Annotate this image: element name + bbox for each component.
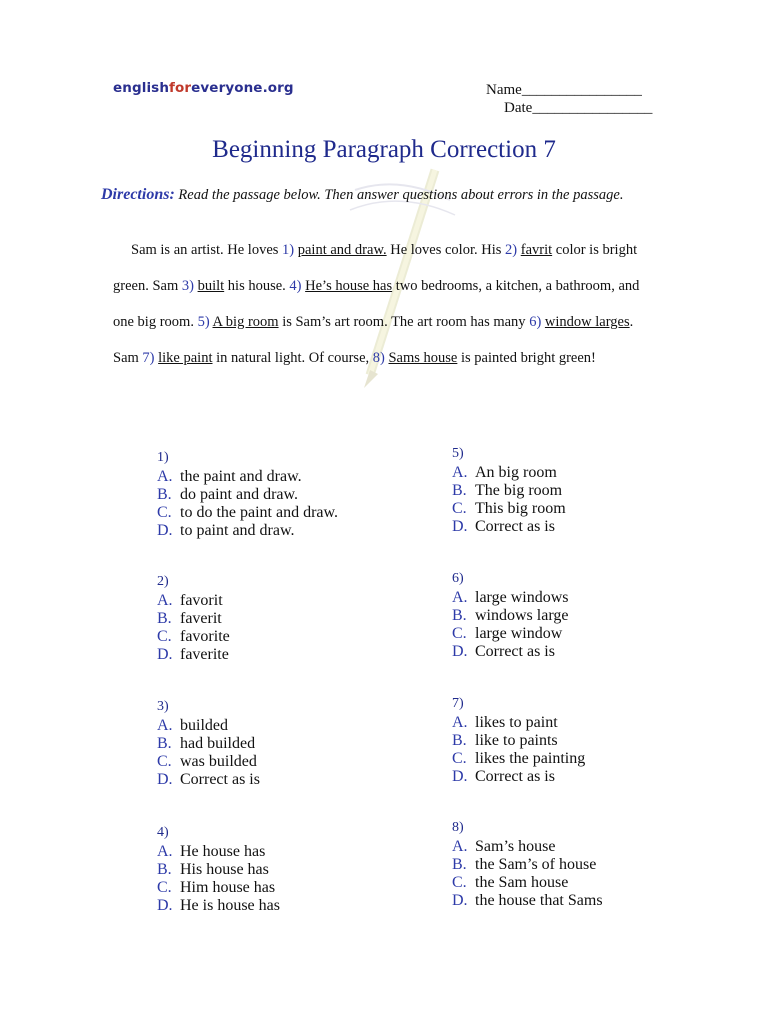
directions — [101, 186, 623, 204]
option-text: builded — [180, 717, 228, 734]
answer-option[interactable] — [452, 482, 672, 500]
directions-label: Directions: — [101, 186, 175, 203]
option-letter: B. — [157, 486, 172, 503]
option-text: His house has — [180, 861, 269, 878]
answer-option[interactable] — [452, 464, 672, 482]
answer-option[interactable] — [157, 592, 377, 610]
passage-text: in natural light. Of course, — [212, 350, 373, 366]
option-letter: A. — [452, 589, 468, 606]
option-letter: C. — [452, 750, 467, 767]
answer-option[interactable] — [157, 486, 377, 504]
answer-option[interactable] — [157, 897, 377, 915]
question-6 — [452, 571, 672, 661]
option-text: do paint and draw. — [180, 486, 299, 503]
answer-option[interactable] — [452, 768, 672, 786]
option-text: to do the paint and draw. — [180, 504, 339, 521]
passage-underlined-error: window larges — [544, 314, 630, 330]
option-letter: D. — [157, 646, 173, 663]
passage-item-number: 1) — [282, 242, 295, 258]
option-text: faverit — [180, 610, 222, 627]
option-letter: A. — [157, 592, 173, 609]
option-letter: A. — [157, 717, 173, 734]
name-field: Name________________ — [486, 82, 642, 98]
option-letter: B. — [452, 856, 467, 873]
passage-text: He loves color. His — [386, 242, 506, 258]
reading-passage — [113, 232, 653, 376]
passage-underlined-error: like paint — [158, 350, 213, 366]
option-letter: A. — [452, 714, 468, 731]
answer-option[interactable] — [157, 646, 377, 664]
option-text: He is house has — [180, 897, 280, 914]
option-text: Sam’s house — [475, 838, 556, 855]
option-text: large windows — [475, 589, 569, 606]
passage-item-number: 2) — [505, 242, 518, 258]
answer-option[interactable] — [452, 714, 672, 732]
passage-text: color is bright green. Sam — [113, 242, 638, 294]
answer-option[interactable] — [452, 838, 672, 856]
passage-item-number: 8) — [372, 350, 385, 366]
option-text: Correct as is — [180, 771, 260, 788]
question-number: 3) — [157, 699, 169, 714]
passage-text: two bedrooms, a kitchen, a bathroom, and one big room. — [113, 278, 640, 330]
question-2 — [157, 574, 377, 664]
option-letter: C. — [157, 504, 172, 521]
option-letter: C. — [157, 628, 172, 645]
option-text: Correct as is — [475, 518, 555, 535]
passage-text: Sam is an artist. He loves — [131, 242, 283, 258]
option-text: favorite — [180, 628, 230, 645]
directions-text: Read the passage below. Then answer questions about errors in the passage. — [174, 187, 624, 203]
option-text: like to paints — [475, 732, 558, 749]
question-3 — [157, 699, 377, 789]
option-letter: B. — [157, 735, 172, 752]
option-letter: D. — [157, 897, 173, 914]
option-text: had builded — [180, 735, 256, 752]
question-number: 5) — [452, 446, 464, 461]
option-letter: C. — [452, 874, 467, 891]
option-letter: A. — [157, 843, 173, 860]
option-text: He house has — [180, 843, 266, 860]
option-letter: D. — [452, 518, 468, 535]
option-letter: B. — [452, 732, 467, 749]
answer-option[interactable] — [452, 625, 672, 643]
option-text: the Sam’s of house — [475, 856, 597, 873]
passage-item-number: 4) — [289, 278, 302, 294]
passage-item-number: 5) — [197, 314, 210, 330]
option-letter: B. — [452, 482, 467, 499]
option-letter: D. — [452, 892, 468, 909]
site-logo — [113, 80, 294, 96]
answer-option[interactable] — [157, 717, 377, 735]
question-5 — [452, 446, 672, 536]
option-letter: C. — [452, 625, 467, 642]
question-number: 4) — [157, 825, 169, 840]
option-text: Correct as is — [475, 643, 555, 660]
option-letter: D. — [157, 522, 173, 539]
option-letter: C. — [157, 879, 172, 896]
option-letter: A. — [452, 464, 468, 481]
logo-text-everyone: everyone.org — [191, 80, 294, 96]
question-7 — [452, 696, 672, 786]
option-text: likes the painting — [475, 750, 586, 767]
passage-underlined-error: A big room — [212, 314, 279, 330]
option-text: likes to paint — [475, 714, 558, 731]
answer-option[interactable] — [452, 856, 672, 874]
question-number: 6) — [452, 571, 464, 586]
option-letter: D. — [452, 768, 468, 785]
question-number: 2) — [157, 574, 169, 589]
option-text: faverite — [180, 646, 229, 663]
answer-option[interactable] — [157, 522, 377, 540]
option-letter: B. — [157, 861, 172, 878]
option-text: Correct as is — [475, 768, 555, 785]
option-text: large window — [475, 625, 563, 642]
option-text: the paint and draw. — [180, 468, 302, 485]
logo-text-english: english — [113, 80, 170, 96]
passage-underlined-error: He’s house has — [305, 278, 393, 294]
answer-option[interactable] — [157, 753, 377, 771]
answer-option[interactable] — [452, 874, 672, 892]
passage-underlined-error: Sams house — [388, 350, 458, 366]
answer-option[interactable] — [452, 892, 672, 910]
answer-option[interactable] — [452, 589, 672, 607]
option-text: The big room — [475, 482, 563, 499]
date-field: Date________________ — [504, 100, 653, 116]
passage-text: his house. — [224, 278, 290, 294]
answer-option[interactable] — [157, 861, 377, 879]
passage-item-number: 3) — [181, 278, 194, 294]
answer-option[interactable] — [157, 504, 377, 522]
option-letter: D. — [157, 771, 173, 788]
question-4 — [157, 825, 377, 915]
passage-text: . Sam — [113, 314, 634, 366]
passage-text: is Sam’s art room. The art room has many — [278, 314, 530, 330]
answer-option[interactable] — [452, 518, 672, 536]
passage-underlined-error: favrit — [520, 242, 553, 258]
option-text: to paint and draw. — [180, 522, 295, 539]
option-text: An big room — [475, 464, 557, 481]
answer-option[interactable] — [452, 500, 672, 518]
option-text: the Sam house — [475, 874, 569, 891]
answer-option[interactable] — [452, 750, 672, 768]
answer-option[interactable] — [157, 735, 377, 753]
passage-underlined-error: built — [197, 278, 225, 294]
option-text: was builded — [180, 753, 257, 770]
answer-option[interactable] — [452, 607, 672, 625]
option-text: This big room — [475, 500, 566, 517]
question-number: 8) — [452, 820, 464, 835]
answer-option[interactable] — [157, 610, 377, 628]
question-number: 7) — [452, 696, 464, 711]
answer-option[interactable] — [452, 732, 672, 750]
logo-text-for: for — [169, 80, 192, 96]
option-text: windows large — [475, 607, 569, 624]
option-letter: A. — [157, 468, 173, 485]
passage-item-number: 7) — [142, 350, 155, 366]
option-letter: B. — [157, 610, 172, 627]
answer-option[interactable] — [157, 843, 377, 861]
passage-text: is painted bright green! — [457, 350, 596, 366]
option-letter: A. — [452, 838, 468, 855]
passage-underlined-error: paint and draw. — [297, 242, 387, 258]
question-number: 1) — [157, 450, 169, 465]
page-title: Beginning Paragraph Correction 7 — [212, 136, 556, 163]
option-letter: B. — [452, 607, 467, 624]
option-text: the house that Sams — [475, 892, 603, 909]
answer-option[interactable] — [157, 879, 377, 897]
answer-option[interactable] — [452, 643, 672, 661]
option-letter: C. — [157, 753, 172, 770]
option-letter: D. — [452, 643, 468, 660]
question-8 — [452, 820, 672, 910]
option-text: favorit — [180, 592, 223, 609]
answer-option[interactable] — [157, 468, 377, 486]
question-1 — [157, 450, 377, 540]
option-text: Him house has — [180, 879, 276, 896]
answer-option[interactable] — [157, 771, 377, 789]
answer-option[interactable] — [157, 628, 377, 646]
option-letter: C. — [452, 500, 467, 517]
passage-item-number: 6) — [529, 314, 542, 330]
